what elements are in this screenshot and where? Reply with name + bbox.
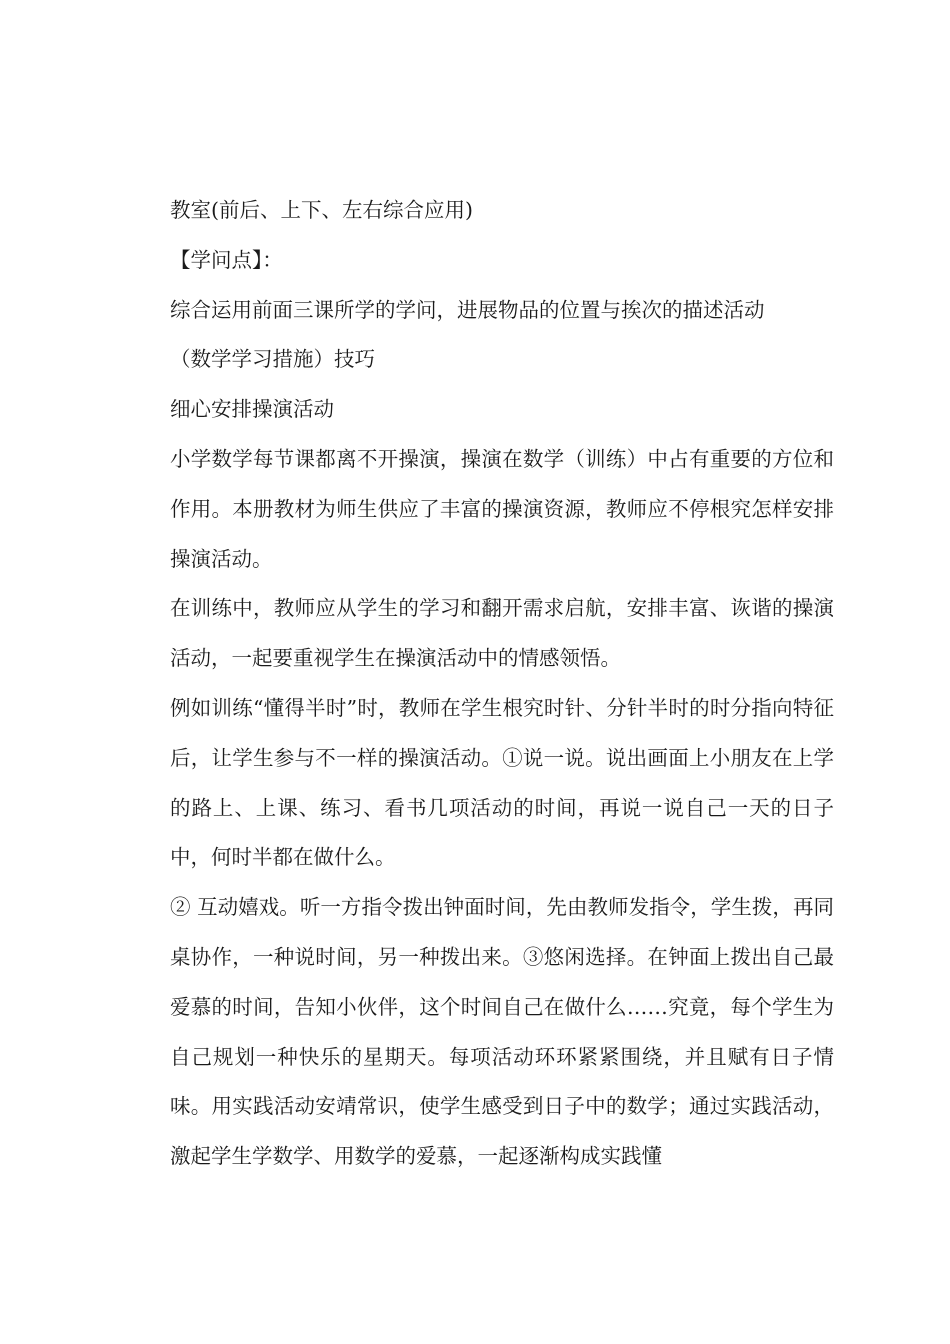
document-body <box>128 186 834 1182</box>
body-paragraph-1: 小学数学每节课都离不开操演，操演在数学（训练）中占有重要的方位和作用。本册教材为师生供应了丰富的操演资源，教师应不停根究怎样安排操演活动。 <box>170 446 834 571</box>
body-paragraph-2: 在训练中，教师应从学生的学习和翻开需求启航，安排丰富、诙谐的操演活动，一起要重视学生在操演活动中的情感领悟。 <box>170 596 834 671</box>
method-heading: （数学学习措施）技巧 <box>170 347 375 372</box>
lesson-title-line: 教室(前后、上下、左右综合应用) <box>170 198 473 222</box>
knowledge-point-text: 综合运用前面三课所学的学问，进展物品的位置与挨次的描述活动 <box>170 297 765 322</box>
body-paragraph-4: ② 互动嬉戏。听一方指令拨出钟面时间，先由教师发指令，学生拨，再同桌协作，一种说时间，另一种拨出来。③悠闲选择。在钟面上拨出自己最爱慕的时间，告知小伙伴，这个时间自己在做什么……究竟，每个学生为自己规划一种快乐的星期天。每项活动环环紧紧围绕，并且赋有日子情味。用实践活动安靖常识，使学生感受到日子中的数学；通过实践活动，激起学生学数学、用数学的爱慕，一起逐渐构成实践懂 <box>170 895 834 1169</box>
body-paragraph-3: 例如训练“懂得半时”时，教师在学生根究时针、分针半时的时分指向特征后，让学生参与不一样的操演活动。①说一说。说出画面上小朋友在上学的路上、上课、练习、看书几项活动的时间，再说一说自己一天的日子中，何时半都在做什么。 <box>170 695 834 870</box>
section-heading: 细心安排操演活动 <box>170 397 334 422</box>
knowledge-point-heading: 【学问点】： <box>170 247 283 272</box>
